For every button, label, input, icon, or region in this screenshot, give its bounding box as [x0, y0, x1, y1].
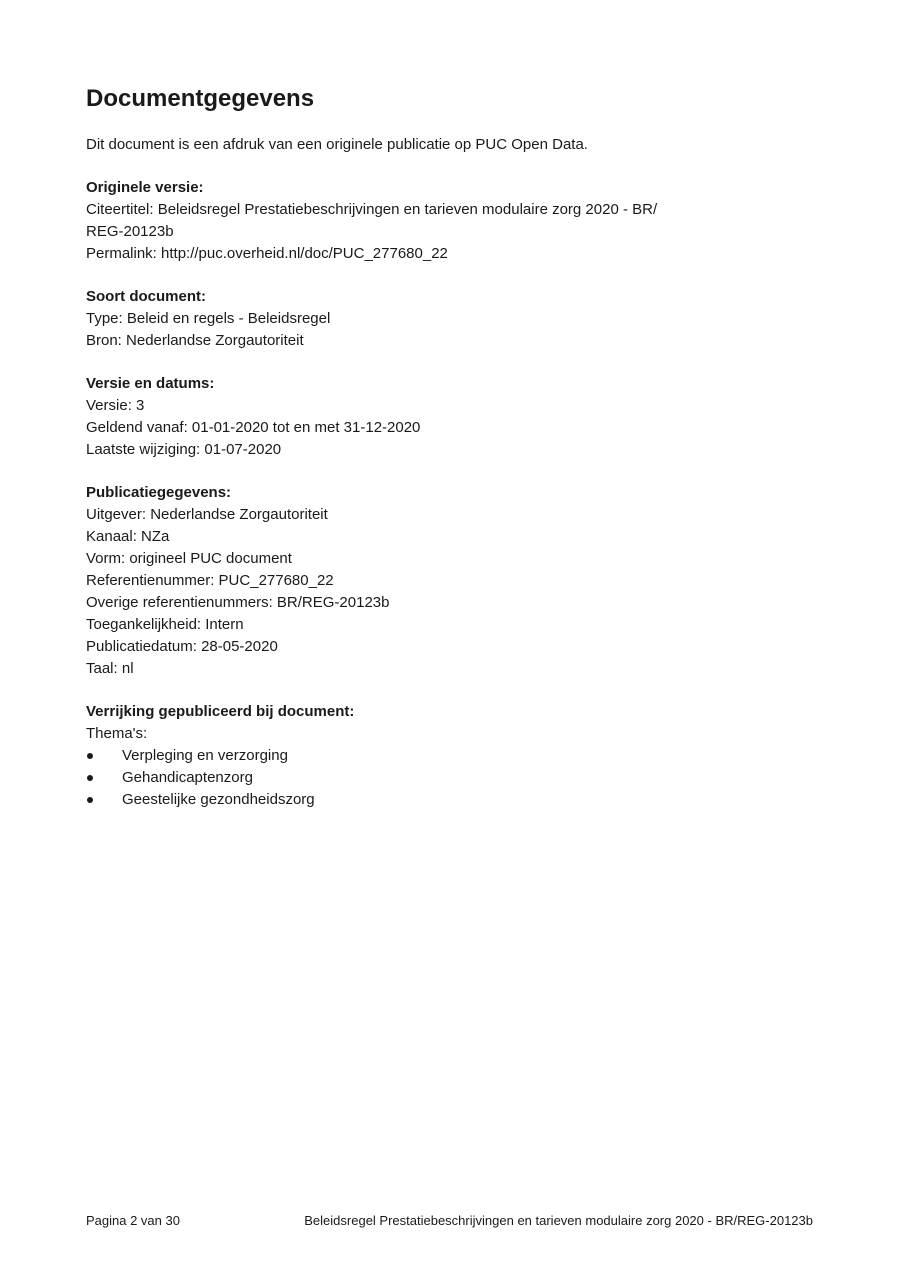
section-publicatiegegevens: [86, 482, 736, 680]
field-versie: Versie: 3: [86, 397, 145, 414]
page-footer: [86, 1213, 813, 1229]
field-vorm: Vorm: origineel PUC document: [86, 550, 292, 567]
bullet-icon: [86, 745, 122, 767]
list-item: [86, 767, 736, 789]
document-content: [86, 86, 736, 811]
section-heading: Publicatiegegevens:: [86, 484, 232, 501]
field-themas-label: Thema's:: [86, 725, 148, 742]
bullet-icon: [86, 767, 122, 789]
intro-text: Dit document is een afdruk van een originele publicatie op PUC Open Data.: [86, 136, 588, 153]
page-title: Documentgegevens: [86, 85, 315, 112]
list-item: [86, 745, 736, 767]
section-soort-document: [86, 286, 736, 352]
field-citeertitel: Citeertitel: Beleidsregel Prestatiebeschrijvingen en tarieven modulaire zorg 2020 - BR/: [86, 201, 658, 218]
field-bron: Bron: Nederlandse Zorgautoriteit: [86, 332, 304, 349]
bullet-icon: [86, 789, 122, 811]
field-geldend-vanaf: Geldend vanaf: 01-01-2020 tot en met 31-12-2020: [86, 419, 421, 436]
field-permalink: Permalink: http://puc.overheid.nl/doc/PUC_277680_22: [86, 245, 448, 262]
field-overige-referentienummers: Overige referentienummers: BR/REG-20123b: [86, 594, 390, 611]
thema-verpleging: Verpleging en verzorging: [122, 747, 288, 764]
field-referentienummer: Referentienummer: PUC_277680_22: [86, 572, 334, 589]
field-laatste-wijziging: Laatste wijziging: 01-07-2020: [86, 441, 282, 458]
section-heading: Verrijking gepubliceerd bij document:: [86, 703, 355, 720]
field-uitgever: Uitgever: Nederlandse Zorgautoriteit: [86, 506, 328, 523]
section-verrijking: [86, 701, 736, 811]
field-type: Type: Beleid en regels - Beleidsregel: [86, 310, 331, 327]
field-toegankelijkheid: Toegankelijkheid: Intern: [86, 616, 244, 633]
thema-ggz: Geestelijke gezondheidszorg: [122, 791, 315, 808]
section-originele-versie: [86, 177, 736, 265]
thema-gehandicaptenzorg: Gehandicaptenzorg: [122, 769, 253, 786]
list-item: [86, 789, 736, 811]
footer-page-number: Pagina 2 van 30: [86, 1213, 180, 1228]
section-versie-en-datums: [86, 373, 736, 461]
field-publicatiedatum: Publicatiedatum: 28-05-2020: [86, 638, 278, 655]
section-heading: Versie en datums:: [86, 375, 215, 392]
section-heading: Soort document:: [86, 288, 206, 305]
section-heading: Originele versie:: [86, 179, 204, 196]
field-kanaal: Kanaal: NZa: [86, 528, 170, 545]
field-taal: Taal: nl: [86, 660, 134, 677]
footer-document-title: Beleidsregel Prestatiebeschrijvingen en tarieven modulaire zorg 2020 - BR/REG-20123b: [304, 1213, 813, 1228]
field-citeertitel-wrap: REG-20123b: [86, 223, 174, 240]
